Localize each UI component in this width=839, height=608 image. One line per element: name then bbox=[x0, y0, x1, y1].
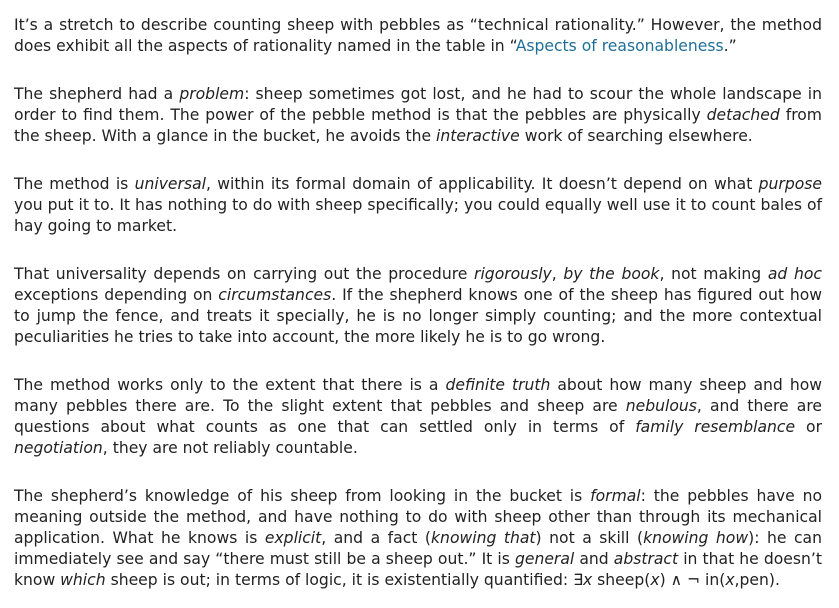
paragraph-1-text-2: .” bbox=[723, 37, 737, 55]
emphasis-which: which bbox=[60, 571, 106, 589]
paragraph-6-text-4: ) not a skill ( bbox=[535, 529, 644, 547]
emphasis-general: general bbox=[514, 550, 575, 568]
paragraph-5-text-1: The method works only to the extent that there is a bbox=[14, 376, 446, 394]
paragraph-4 bbox=[14, 264, 822, 348]
aspects-of-reasonableness-link[interactable]: Aspects of reasonableness bbox=[515, 37, 724, 55]
paragraph-3-text-2: , within its formal domain of applicability. It doesn’t depend on what bbox=[205, 175, 759, 193]
emphasis-problem: problem bbox=[179, 85, 245, 103]
paragraph-5-text-3: , and there are questions about what counts as one that can settled only in terms of bbox=[14, 397, 822, 436]
formula-variable-x-2: x bbox=[650, 571, 660, 589]
emphasis-abstract: abstract bbox=[613, 550, 679, 568]
paragraph-6-text-6: and bbox=[574, 550, 614, 568]
emphasis-definite-truth: definite truth bbox=[445, 376, 551, 394]
emphasis-knowing-how: knowing how bbox=[643, 529, 749, 547]
emphasis-family-resemblance: family resemblance bbox=[635, 418, 796, 436]
paragraph-5 bbox=[14, 375, 822, 459]
emphasis-nebulous: nebulous bbox=[625, 397, 697, 415]
paragraph-1 bbox=[14, 15, 822, 57]
paragraph-1-text-1: It’s a stretch to describe counting sheep with pebbles as “technical rationality.” However, the method does exhibit all the aspects of rationality named in the table in “ bbox=[14, 16, 822, 55]
paragraph-4-text-3: , not making bbox=[659, 265, 768, 283]
paragraph-2-text-2: : sheep sometimes got lost, and he had to scour the whole landscape in order to find them. The power of the pebble method is that the pebbles are physically bbox=[14, 85, 823, 124]
paragraph-2-text-3: from the sheep. With a glance in the bucket, he avoids the bbox=[14, 106, 822, 145]
paragraph-2 bbox=[14, 84, 822, 147]
paragraph-2-text-1: The shepherd had a bbox=[14, 85, 180, 103]
paragraph-6-text-1: The shepherd’s knowledge of his sheep from looking in the bucket is bbox=[14, 487, 591, 505]
paragraph-6-text-7: in that he doesn’t know bbox=[14, 550, 822, 589]
paragraph-3-text-1: The method is bbox=[14, 175, 135, 193]
paragraph-4-text-5: . If the shepherd knows one of the sheep has figured out how to jump the fence, and treats it specially, he is no longer simply counting; and the more contextual peculiarities he tries to take into account, the more likely he is to go wrong. bbox=[14, 286, 822, 346]
paragraph-4-text-4: exceptions depending on bbox=[14, 286, 219, 304]
emphasis-explicit: explicit bbox=[264, 529, 322, 547]
paragraph-6-text-11: ,pen). bbox=[734, 571, 780, 589]
paragraph-5-text-2: about how many sheep and how many pebbles there are. To the slight extent that pebbles and sheep are bbox=[14, 376, 822, 415]
emphasis-negotiation: negotiation bbox=[14, 439, 103, 457]
emphasis-interactive: interactive bbox=[436, 127, 520, 145]
paragraph-6 bbox=[14, 486, 822, 591]
emphasis-circumstances: circumstances bbox=[218, 286, 332, 304]
paragraph-3 bbox=[14, 174, 822, 237]
paragraph-6-text-3: , and a fact ( bbox=[321, 529, 432, 547]
emphasis-knowing-that: knowing that bbox=[431, 529, 536, 547]
paragraph-6-text-10: ) ∧ ¬ in( bbox=[659, 571, 726, 589]
emphasis-formal: formal bbox=[590, 487, 641, 505]
emphasis-universal: universal bbox=[134, 175, 206, 193]
emphasis-ad-hoc: ad hoc bbox=[767, 265, 822, 283]
formula-variable-x-1: x bbox=[582, 571, 593, 589]
paragraph-6-text-2: : the pebbles have no meaning outside the method, and have nothing to do with sheep other than through its mechanical application. What he knows is bbox=[14, 487, 822, 547]
paragraph-2-text-4: work of searching elsewhere. bbox=[519, 127, 753, 145]
paragraph-4-text-2: , bbox=[551, 265, 564, 283]
formula-variable-x-3: x bbox=[725, 571, 735, 589]
emphasis-purpose: purpose bbox=[758, 175, 822, 193]
paragraph-3-text-3: you put it to. It has nothing to do with sheep specifically; you could equally well use it to count bales of hay going to market. bbox=[14, 196, 822, 235]
paragraph-6-text-5: ): he can immediately see and say “there must still be a sheep out.” It is bbox=[14, 529, 822, 568]
paragraph-5-text-4: or bbox=[795, 418, 822, 436]
emphasis-detached: detached bbox=[706, 106, 780, 124]
paragraph-5-text-5: , they are not reliably countable. bbox=[102, 439, 358, 457]
paragraph-6-text-9: sheep( bbox=[592, 571, 651, 589]
emphasis-rigorously: rigorously bbox=[474, 265, 552, 283]
emphasis-by-the-book: by the book bbox=[563, 265, 660, 283]
paragraph-4-text-1: That universality depends on carrying out the procedure bbox=[14, 265, 475, 283]
paragraph-6-text-8: sheep is out; in terms of logic, it is existentially quantified: ∃ bbox=[105, 571, 583, 589]
